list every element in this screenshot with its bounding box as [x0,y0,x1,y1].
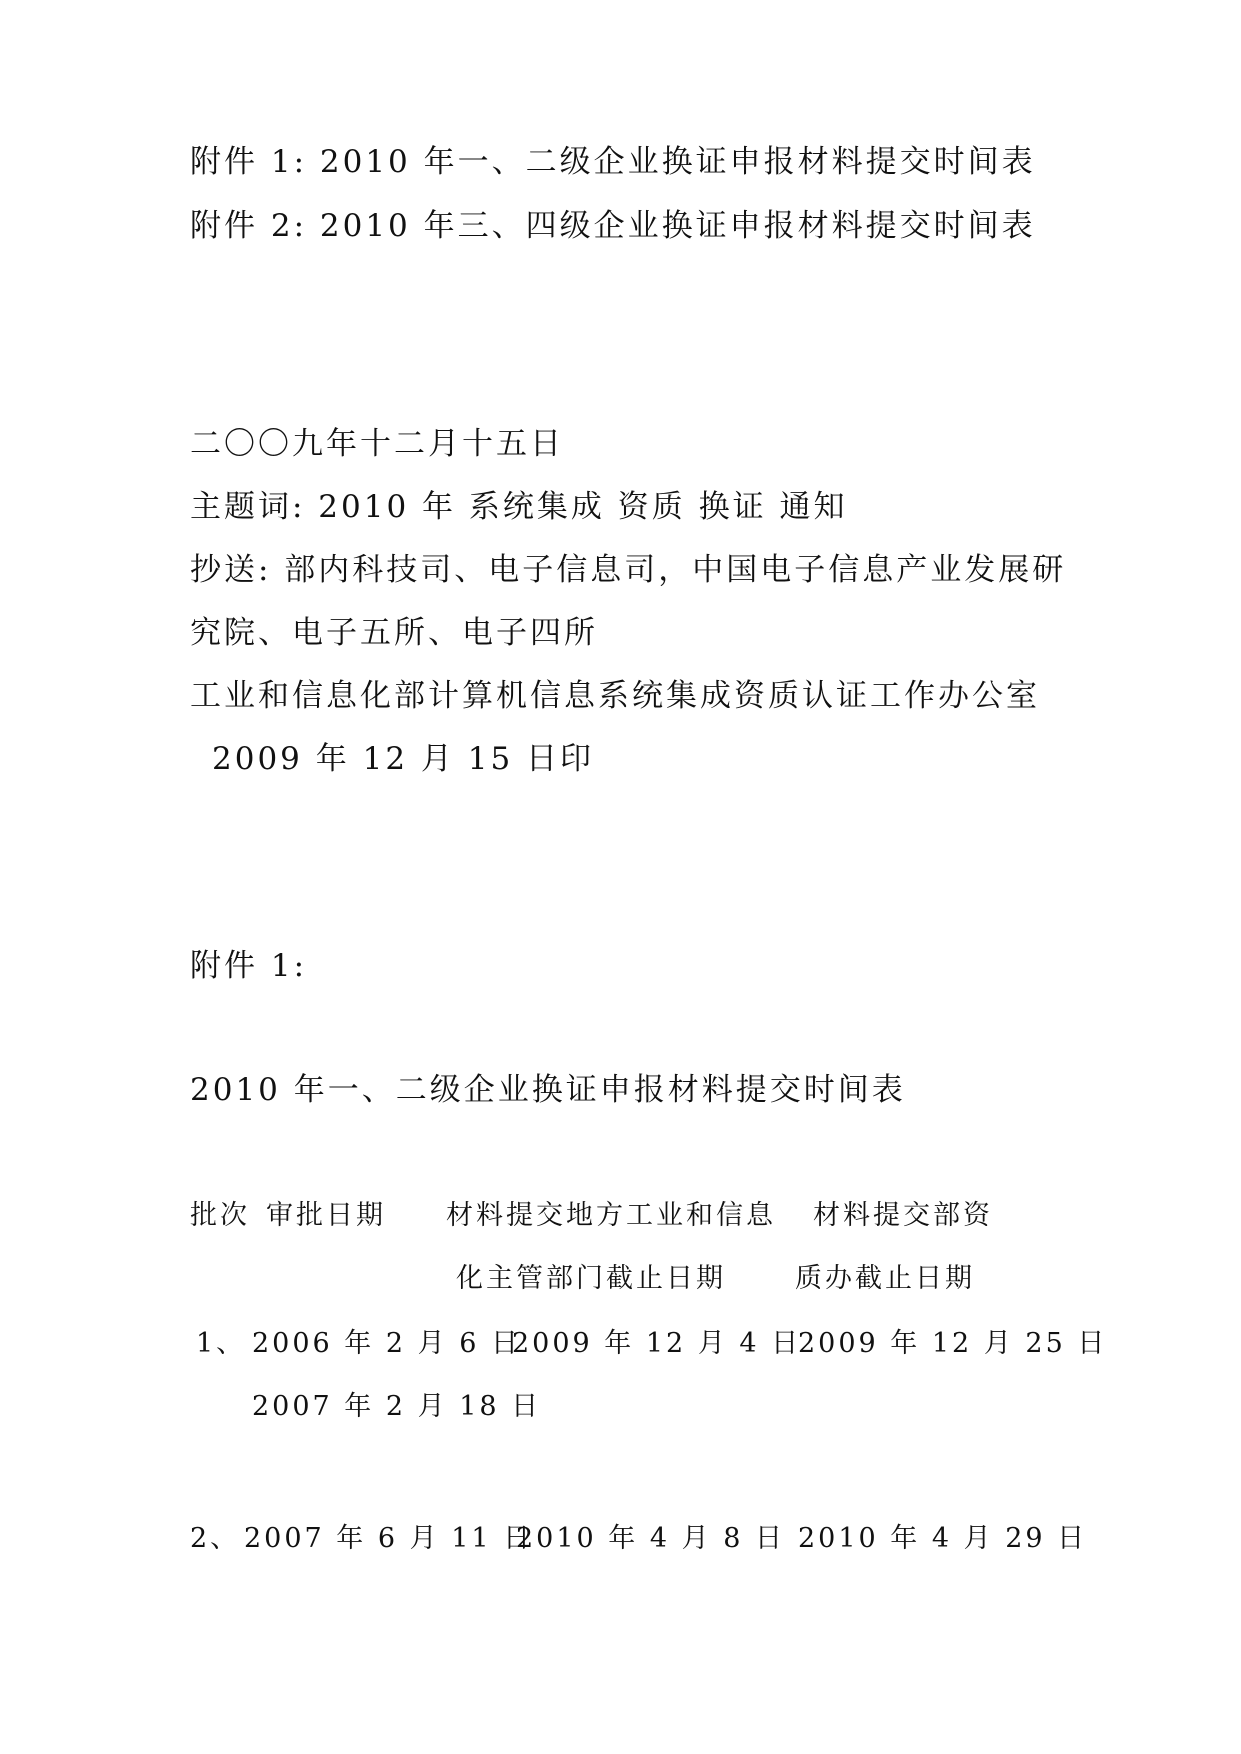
row-batch: 1、 [196,1328,247,1359]
attachment-1-title: 2010 年一、二级企业换证申报材料提交时间表 [190,1072,906,1108]
row-office-deadline: 2009 年 12 月 25 日 [798,1328,1108,1359]
header-batch: 批次 [190,1200,250,1231]
row-approval-to: 2007 年 2 月 18 日 [252,1391,542,1422]
header-office-deadline-line-2: 质办截止日期 [795,1263,975,1294]
header-local-deadline-line-1: 材料提交地方工业和信息 [446,1200,776,1231]
issuing-office: 工业和信息化部计算机信息系统集成资质认证工作办公室 [190,678,1040,714]
header-approval-date: 审批日期 [266,1200,386,1231]
row-batch: 2、 [190,1523,241,1554]
print-date: 2009 年 12 月 15 日印 [212,741,595,777]
attachment-list-item-2: 附件 2: 2010 年三、四级企业换证申报材料提交时间表 [190,208,1036,244]
row-local-deadline: 2009 年 12 月 4 日 [512,1328,802,1359]
attachment-1-label: 附件 1: [190,948,308,984]
row-approval-from: 2006 年 2 月 6 日 [252,1328,521,1359]
attachment-list-item-1: 附件 1: 2010 年一、二级企业换证申报材料提交时间表 [190,144,1036,180]
row-approval-from: 2007 年 6 月 11 日 [244,1523,534,1554]
document-date: 二〇〇九年十二月十五日 [190,426,564,462]
header-local-deadline-line-2: 化主管部门截止日期 [456,1263,726,1294]
keywords-line: 主题词: 2010 年 系统集成 资质 换证 通知 [190,489,848,525]
cc-line-2: 究院、电子五所、电子四所 [190,615,598,651]
row-office-deadline: 2010 年 4 月 29 日 [798,1523,1088,1554]
cc-line-1: 抄送: 部内科技司、电子信息司，中国电子信息产业发展研 [190,552,1067,588]
row-local-deadline: 2010 年 4 月 8 日 [516,1523,785,1554]
header-office-deadline-line-1: 材料提交部资 [813,1200,993,1231]
